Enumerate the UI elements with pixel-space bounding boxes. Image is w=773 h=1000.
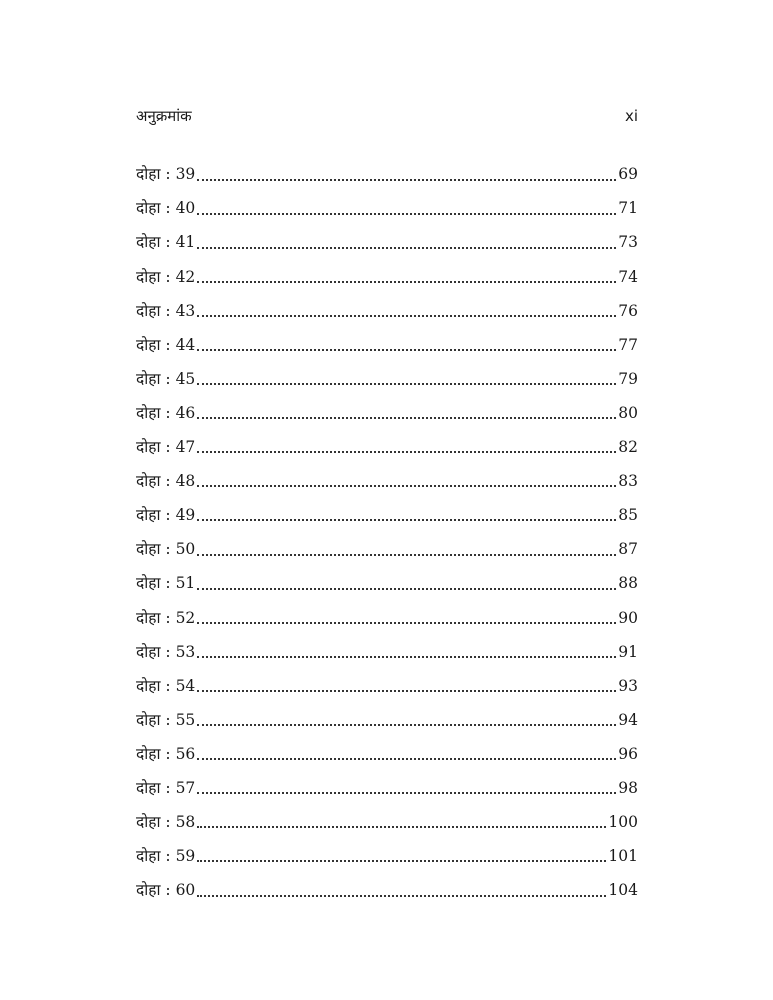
toc-entry-label: दोहा : 54 <box>136 676 196 695</box>
running-header-title: अनुक्रमांक <box>136 107 192 125</box>
toc-entry-page-number: 77 <box>618 335 638 354</box>
toc-entry-page-number: 100 <box>608 813 638 832</box>
toc-entry-page-number: 91 <box>618 642 638 661</box>
dot-leader <box>197 484 616 487</box>
toc-entry-label: दोहा : 53 <box>136 642 196 661</box>
toc-entry-page-number: 101 <box>608 847 638 866</box>
toc-entry-page-number: 71 <box>618 199 638 218</box>
toc-entry-label: दोहा : 47 <box>136 438 196 457</box>
dot-leader <box>197 348 616 351</box>
dot-leader <box>197 314 616 317</box>
toc-entry[interactable] <box>136 635 638 669</box>
toc-entry-page-number: 96 <box>618 744 638 763</box>
toc-entry[interactable] <box>136 363 638 397</box>
toc-entry[interactable] <box>136 328 638 362</box>
dot-leader <box>197 246 616 249</box>
table-of-contents <box>136 158 638 908</box>
toc-entry-label: दोहा : 55 <box>136 710 196 729</box>
toc-entry-page-number: 79 <box>618 369 638 388</box>
dot-leader <box>197 382 616 385</box>
dot-leader <box>197 280 616 283</box>
toc-entry[interactable] <box>136 260 638 294</box>
dot-leader <box>197 859 606 862</box>
toc-entry[interactable] <box>136 874 638 908</box>
toc-entry-label: दोहा : 56 <box>136 744 196 763</box>
dot-leader <box>197 723 616 726</box>
toc-entry[interactable] <box>136 226 638 260</box>
toc-entry-page-number: 87 <box>618 540 638 559</box>
toc-entry[interactable] <box>136 192 638 226</box>
toc-entry-label: दोहा : 51 <box>136 574 196 593</box>
dot-leader <box>197 587 616 590</box>
toc-entry[interactable] <box>136 567 638 601</box>
toc-entry[interactable] <box>136 738 638 772</box>
toc-entry[interactable] <box>136 533 638 567</box>
toc-entry[interactable] <box>136 499 638 533</box>
running-header <box>136 104 638 128</box>
toc-entry[interactable] <box>136 397 638 431</box>
toc-entry-page-number: 98 <box>618 778 638 797</box>
toc-entry[interactable] <box>136 294 638 328</box>
toc-entry-label: दोहा : 44 <box>136 335 196 354</box>
page-number: xi <box>624 107 638 125</box>
toc-entry[interactable] <box>136 601 638 635</box>
toc-entry[interactable] <box>136 158 638 192</box>
toc-entry-label: दोहा : 45 <box>136 369 196 388</box>
toc-entry-label: दोहा : 40 <box>136 199 196 218</box>
toc-entry-label: दोहा : 41 <box>136 233 196 252</box>
toc-entry-label: दोहा : 50 <box>136 540 196 559</box>
toc-entry-page-number: 104 <box>608 881 638 900</box>
toc-entry-page-number: 73 <box>618 233 638 252</box>
dot-leader <box>197 553 616 556</box>
toc-entry-page-number: 83 <box>618 472 638 491</box>
toc-entry[interactable] <box>136 806 638 840</box>
toc-entry-label: दोहा : 57 <box>136 778 196 797</box>
dot-leader <box>197 689 616 692</box>
toc-entry-label: दोहा : 52 <box>136 608 196 627</box>
toc-entry-page-number: 82 <box>618 438 638 457</box>
toc-entry-label: दोहा : 59 <box>136 847 196 866</box>
toc-entry-label: दोहा : 49 <box>136 506 196 525</box>
dot-leader <box>197 450 616 453</box>
toc-entry-page-number: 90 <box>618 608 638 627</box>
dot-leader <box>197 825 606 828</box>
toc-entry-page-number: 88 <box>618 574 638 593</box>
toc-entry-label: दोहा : 39 <box>136 165 196 184</box>
toc-entry-label: दोहा : 58 <box>136 813 196 832</box>
dot-leader <box>197 894 606 897</box>
dot-leader <box>197 621 616 624</box>
toc-entry-label: दोहा : 42 <box>136 267 196 286</box>
toc-entry-page-number: 94 <box>618 710 638 729</box>
toc-entry-label: दोहा : 43 <box>136 301 196 320</box>
toc-entry[interactable] <box>136 772 638 806</box>
toc-entry-page-number: 80 <box>618 403 638 422</box>
toc-entry-page-number: 85 <box>618 506 638 525</box>
toc-entry[interactable] <box>136 840 638 874</box>
toc-entry[interactable] <box>136 704 638 738</box>
dot-leader <box>197 518 616 521</box>
dot-leader <box>197 655 616 658</box>
toc-entry-page-number: 76 <box>618 301 638 320</box>
dot-leader <box>197 757 616 760</box>
toc-entry-label: दोहा : 48 <box>136 472 196 491</box>
dot-leader <box>197 416 616 419</box>
toc-entry[interactable] <box>136 465 638 499</box>
toc-entry-page-number: 93 <box>618 676 638 695</box>
toc-entry-label: दोहा : 60 <box>136 881 196 900</box>
toc-entry[interactable] <box>136 431 638 465</box>
dot-leader <box>197 212 616 215</box>
dot-leader <box>197 178 616 181</box>
toc-entry-page-number: 74 <box>618 267 638 286</box>
toc-entry-label: दोहा : 46 <box>136 403 196 422</box>
dot-leader <box>197 791 616 794</box>
toc-entry-page-number: 69 <box>618 165 638 184</box>
toc-entry[interactable] <box>136 669 638 703</box>
